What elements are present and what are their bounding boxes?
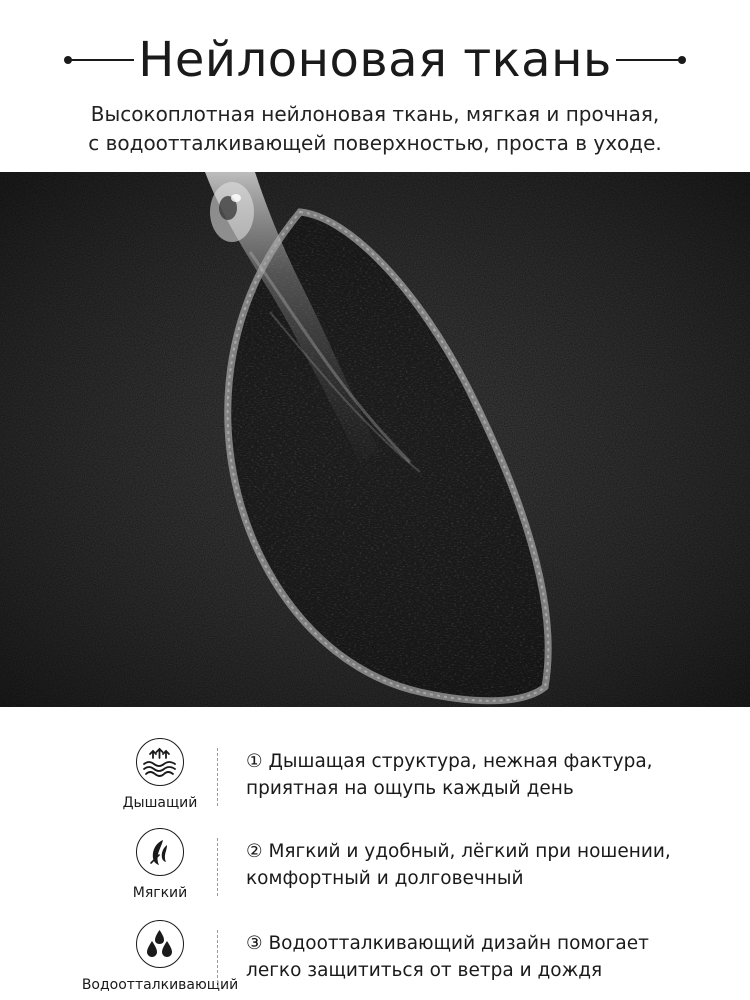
feature-description-line-2: легко защититься от ветра и дождя bbox=[246, 960, 603, 981]
breathable-icon bbox=[136, 738, 184, 786]
subtitle bbox=[40, 100, 710, 158]
title-right-line bbox=[616, 59, 680, 61]
feature-description-line-2: комфортный и долговечный bbox=[246, 868, 524, 889]
header bbox=[0, 0, 750, 170]
feature-water-repellent bbox=[0, 902, 750, 994]
dashed-divider bbox=[217, 748, 218, 806]
title-row bbox=[0, 28, 750, 92]
feature-breathable bbox=[0, 720, 750, 812]
feature-label: Водоотталкивающий bbox=[81, 977, 239, 993]
water-droplet-illustration bbox=[0, 172, 750, 707]
soft-feather-icon bbox=[136, 828, 184, 876]
dashed-divider bbox=[217, 930, 218, 988]
feature-icon-column bbox=[90, 720, 230, 812]
title-right-dot bbox=[678, 56, 686, 64]
feature-description-line-1: ② Мягкий и удобный, лёгкий при ношении, bbox=[246, 841, 671, 862]
features-section bbox=[0, 708, 750, 1000]
feature-soft bbox=[0, 810, 750, 902]
feature-description bbox=[246, 838, 726, 892]
fabric-photo bbox=[0, 172, 750, 707]
page-title: Нейлоновая ткань bbox=[138, 32, 612, 88]
feature-description-line-1: ① Дышащая структура, нежная фактура, bbox=[246, 751, 653, 772]
dashed-divider bbox=[217, 838, 218, 896]
feature-description-line-2: приятная на ощупь каждый день bbox=[246, 778, 574, 799]
feature-icon-column bbox=[90, 810, 230, 902]
feature-label: Мягкий bbox=[132, 885, 188, 901]
feature-description bbox=[246, 930, 726, 984]
feature-description-line-1: ③ Водоотталкивающий дизайн помогает bbox=[246, 933, 649, 954]
subtitle-line-1: Высокоплотная нейлоновая ткань, мягкая и прочная, bbox=[90, 102, 660, 126]
feature-label: Дышащий bbox=[122, 795, 198, 811]
subtitle-line-2: с водоотталкивающей поверхностью, проста в уходе. bbox=[88, 131, 662, 155]
feature-description bbox=[246, 748, 726, 802]
water-drops-icon bbox=[136, 920, 184, 968]
feature-icon-column bbox=[81, 902, 239, 994]
